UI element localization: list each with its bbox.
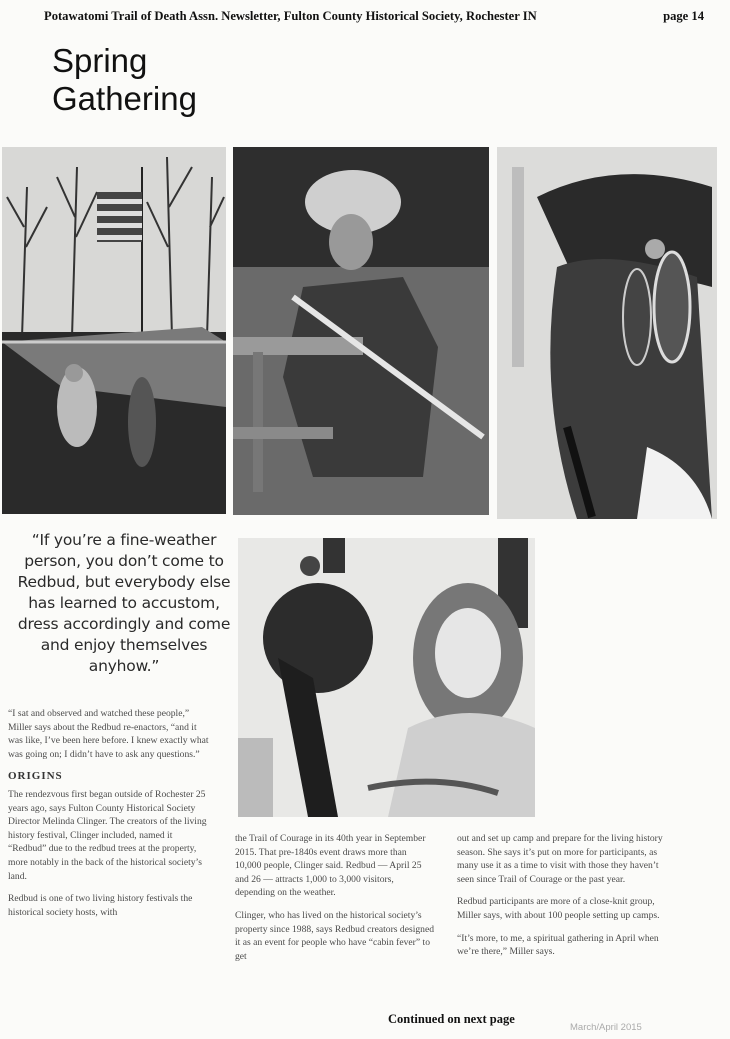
- photo-fur-hat-man: [233, 147, 489, 515]
- column-1: [8, 707, 210, 928]
- column-2: [235, 832, 435, 972]
- photo-eagle-handler: [238, 538, 535, 817]
- col2-paragraph-2: Clinger, who has lived on the historical society’s property since 1988, says Redbud creators designed it as an event for people who have “cabin fever” to get: [235, 909, 435, 962]
- header-title: Potawatomi Trail of Death Assn. Newsletter, Fulton County Historical Society, Rochester IN: [44, 9, 537, 23]
- origins-paragraph-1: The rendezvous first began outside of Rochester 25 years ago, says Fulton County Historical Society Director Melinda Clinger. The creators of the living history festival, Clinger included, named it “Redbud” due to the redbud trees at the property, more notably in the back of the historical society’s land.: [8, 788, 207, 882]
- column-3: [457, 832, 665, 968]
- col3-paragraph-3: “It’s more, to me, a spiritual gathering in April when we’re there,” Miller says.: [457, 932, 659, 958]
- col3-paragraph-1: out and set up camp and prepare for the living history season. She says it’s put on more for participants, as many use it as a time to visit with those they haven’t seen since Trail of Courage or the past year.: [457, 833, 663, 885]
- photo-feather-regalia: [497, 147, 717, 519]
- page-number: page 14: [663, 9, 704, 23]
- article-headline: [52, 42, 197, 118]
- flag-icon: [97, 192, 142, 242]
- headline-line-2: Gathering: [52, 80, 197, 117]
- pull-quote: “If you’re a fine-weather person, you don’t come to Redbud, but everybody else has learned to accustom, dress accordingly and come and enjoy themselves anyhow.”: [17, 531, 231, 675]
- section-heading-origins: ORIGINS: [8, 770, 63, 783]
- col2-paragraph-1: the Trail of Courage in its 40th year in September 2015. That pre-1840s event draws more than 10,000 people, Clinger said. Redbud — April 25 and 26 — attracts 1,000 to 3,000 visitors, depending on the weather.: [235, 833, 426, 899]
- headline-line-1: Spring: [52, 42, 148, 79]
- photo-tent-flag: [2, 147, 226, 514]
- newsletter-header: [44, 9, 704, 24]
- issue-date: March/April 2015: [570, 1022, 642, 1033]
- origins-paragraph-2: Redbud is one of two living history festivals the historical society hosts, with: [8, 893, 193, 918]
- intro-paragraph: “I sat and observed and watched these people,” Miller says about the Redbud re-enactors, “and it was like, I’ve been here before. I knew exactly what was going on; I didn’t have to ask any questions.”: [8, 708, 209, 760]
- col3-paragraph-2: Redbud participants are more of a close-knit group, Miller says, with about 100 people setting up camps.: [457, 896, 660, 921]
- continued-note: Continued on next page: [388, 1012, 515, 1026]
